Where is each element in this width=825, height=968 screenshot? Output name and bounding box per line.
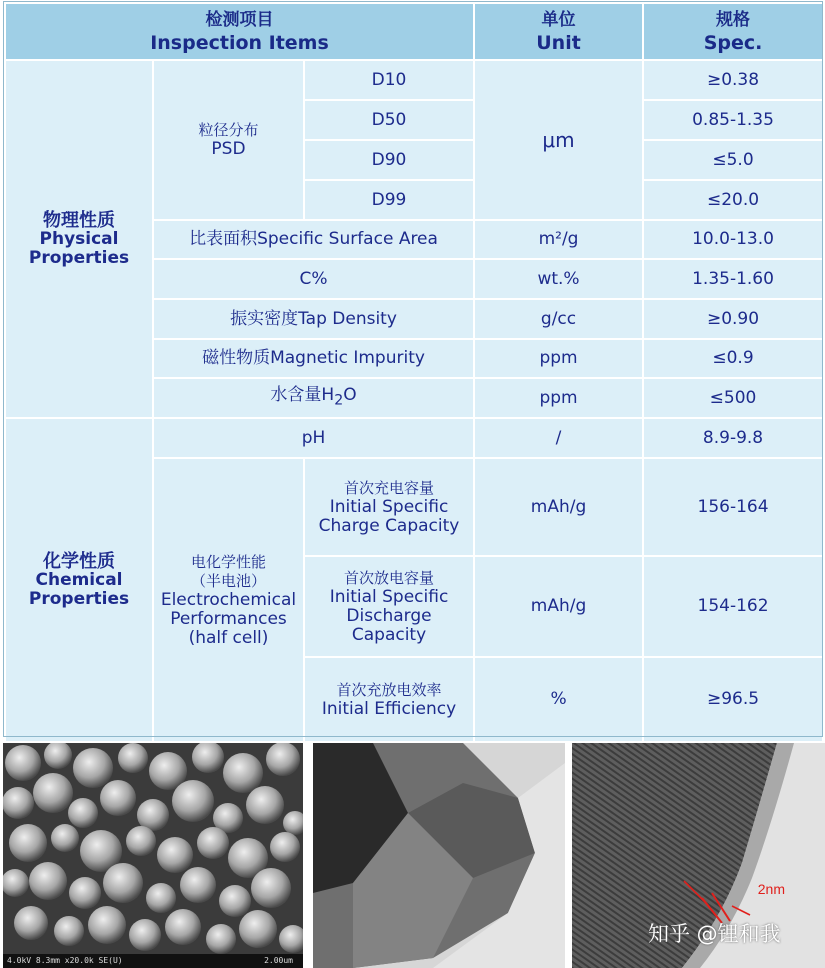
discharge-capacity-unit: mAh/g xyxy=(474,556,643,657)
water-label-prefix: 水含量H xyxy=(270,384,335,405)
psd-unit: μm xyxy=(474,60,643,220)
psd-en: PSD xyxy=(211,139,246,159)
psd-d90-label: D90 xyxy=(304,140,474,180)
charge-capacity-unit: mAh/g xyxy=(474,458,643,556)
header-spec-cn: 规格 xyxy=(716,9,751,30)
discharge-capacity-spec: 154-162 xyxy=(643,556,823,657)
sem-particles-graphic xyxy=(3,743,303,968)
psd-d10-label: D10 xyxy=(304,60,474,100)
efficiency-spec: ≥96.5 xyxy=(643,657,823,742)
ssa-label: 比表面积Specific Surface Area xyxy=(153,220,474,259)
charge-capacity-spec: 156-164 xyxy=(643,458,823,556)
header-items-en: Inspection Items xyxy=(150,31,329,54)
psd-d99-label: D99 xyxy=(304,180,474,220)
ec-label xyxy=(153,458,304,742)
tap-density-label: 振实密度Tap Density xyxy=(153,299,474,339)
ssa-spec: 10.0-13.0 xyxy=(643,220,823,259)
header-spec-en: Spec. xyxy=(703,31,763,54)
sem-image xyxy=(3,743,303,968)
ph-spec: 8.9-9.8 xyxy=(643,418,823,458)
sem-info-bar xyxy=(3,954,303,968)
tap-density-unit: g/cc xyxy=(474,299,643,339)
ph-unit: / xyxy=(474,418,643,458)
ssa-unit: m²/g xyxy=(474,220,643,259)
water-spec: ≤500 xyxy=(643,378,823,418)
psd-d90-spec: ≤5.0 xyxy=(643,140,823,180)
watermark: 知乎 @锂和我 xyxy=(648,922,781,946)
physical-group-label xyxy=(5,60,153,418)
header-unit xyxy=(474,3,643,60)
carbon-spec: 1.35-1.60 xyxy=(643,259,823,299)
water-label-sub: 2 xyxy=(334,392,344,409)
header-spec xyxy=(643,3,823,60)
magnetic-label: 磁性物质Magnetic Impurity xyxy=(153,339,474,378)
discharge-capacity-cn: 首次放电容量 xyxy=(344,568,435,587)
psd-d50-spec: 0.85-1.35 xyxy=(643,100,823,140)
ph-label: pH xyxy=(153,418,474,458)
discharge-capacity-label xyxy=(304,556,474,657)
charge-capacity-en: Initial Specific Charge Capacity xyxy=(318,496,460,536)
sem-caption-left: 4.0kV 8.3mm x20.0k SE(U) xyxy=(7,956,123,965)
header-items xyxy=(5,3,474,60)
discharge-capacity-en: Initial Specific Discharge Capacity xyxy=(329,586,449,645)
header-row xyxy=(5,3,823,60)
header-unit-cn: 单位 xyxy=(541,9,576,30)
header-unit-en: Unit xyxy=(536,31,581,54)
ec-en: Electrochemical Performances (half cell) xyxy=(160,589,297,648)
water-label xyxy=(153,378,474,418)
magnetic-unit: ppm xyxy=(474,339,643,378)
charge-capacity-cn: 首次充电容量 xyxy=(344,478,435,497)
spec-table xyxy=(4,2,824,743)
water-unit: ppm xyxy=(474,378,643,418)
tem-image-low-mag xyxy=(313,743,565,968)
chemical-group-label xyxy=(5,418,153,742)
magnetic-spec: ≤0.9 xyxy=(643,339,823,378)
ec-cn: 电化学性能 xyxy=(190,552,266,571)
psd-d10-spec: ≥0.38 xyxy=(643,60,823,100)
table-row xyxy=(5,418,823,458)
header-items-cn: 检测项目 xyxy=(205,9,274,30)
psd-cn: 粒径分布 xyxy=(198,121,259,139)
carbon-unit: wt.% xyxy=(474,259,643,299)
efficiency-en: Initial Efficiency xyxy=(321,698,457,719)
carbon-label: C% xyxy=(153,259,474,299)
tem-particle-graphic xyxy=(313,743,565,968)
psd-d99-spec: ≤20.0 xyxy=(643,180,823,220)
table-row xyxy=(5,60,823,100)
tap-density-spec: ≥0.90 xyxy=(643,299,823,339)
charge-capacity-label xyxy=(304,458,474,556)
psd-label xyxy=(153,60,304,220)
efficiency-cn: 首次充放电效率 xyxy=(336,680,442,699)
chemical-group-cn: 化学性质 xyxy=(43,550,115,572)
efficiency-label xyxy=(304,657,474,742)
physical-group-cn: 物理性质 xyxy=(43,209,115,231)
psd-d50-label: D50 xyxy=(304,100,474,140)
efficiency-unit: % xyxy=(474,657,643,742)
physical-group-en: Physical Properties xyxy=(28,228,130,268)
sem-caption-right: 2.00um xyxy=(264,956,293,965)
tem-scale-label: 2nm xyxy=(757,881,785,897)
water-label-suffix: O xyxy=(343,384,357,405)
ec-cn2: （半电池） xyxy=(190,571,266,590)
chemical-group-en: Chemical Properties xyxy=(28,569,130,609)
